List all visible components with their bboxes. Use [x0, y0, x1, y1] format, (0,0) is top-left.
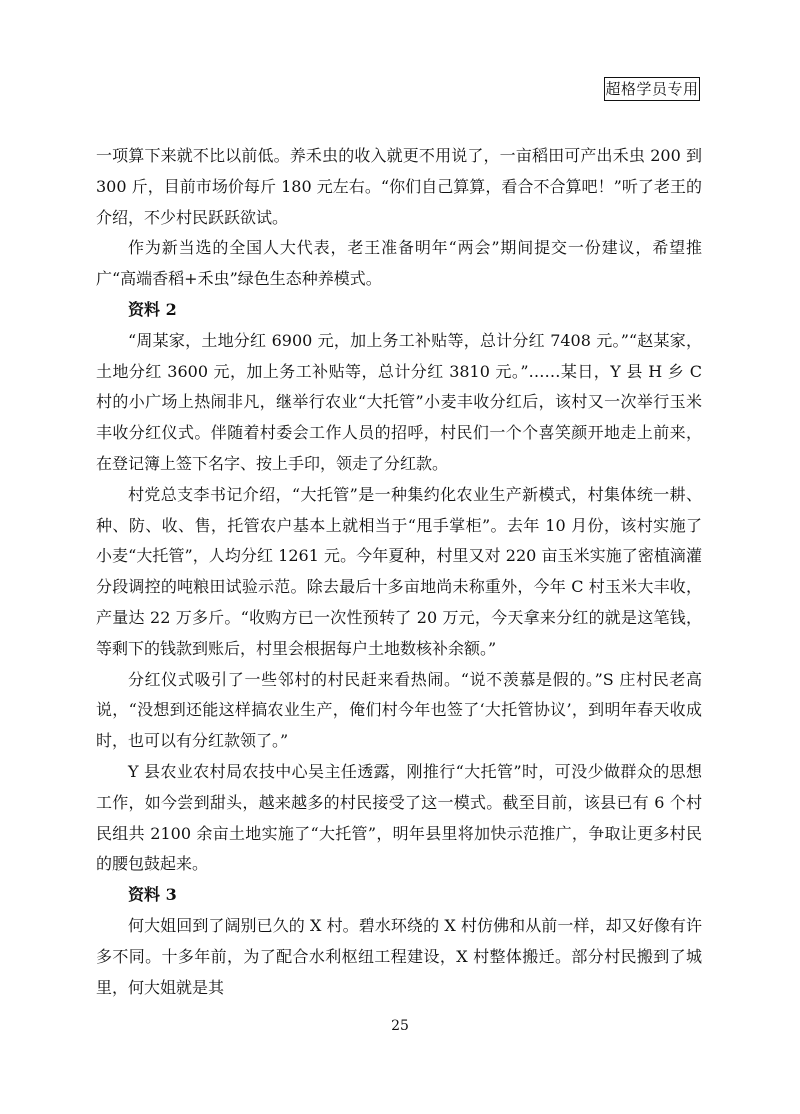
student-only-badge: 超格学员专用 — [604, 77, 700, 101]
paragraph-continuation: 一项算下来就不比以前低。养禾虫的收入就更不用说了，一亩稻田可产出禾虫 200 到 300 斤，目前市场价每斤 180 元左右。“你们自己算算，看合不合算吧！”听了老王的介绍，不少村民跃跃欲试。 — [96, 146, 702, 227]
paragraph: 作为新当选的全国人大代表，老王准备明年“两会”期间提交一份建议，希望推广“高端香稻+禾虫”绿色生态种养模式。 — [96, 238, 702, 289]
page-number: 25 — [391, 1018, 409, 1034]
paragraph: 何大姐回到了阔别已久的 X 村。碧水环绕的 X 村仿佛和从前一样，却又好像有许多不同。十多年前，为了配合水利枢纽工程建设，X 村整体搬迁。部分村民搬到了城里，何大姐就是其 — [96, 915, 702, 997]
document-body — [96, 141, 702, 1003]
paragraph: 分红仪式吸引了一些邻村的村民赶来看热闹。“说不羡慕是假的。”S 庄村民老高说，“没想到还能这样搞农业生产，俺们村今年也签了‘大托管协议’，到明年春天收成时，也可以有分红款领了。” — [96, 669, 702, 751]
paragraph: Y 县农业农村局农技中心吴主任透露，刚推行“大托管”时，可没少做群众的思想工作，如今尝到甜头，越来越多的村民接受了这一模式。截至目前，该县已有 6 个村民组共 2100 余亩土地实施了“大托管”，明年县里将加快示范推广，争取让更多村民的腰包鼓起来。 — [96, 761, 702, 874]
section-heading-material-2: 资料 2 — [128, 299, 177, 319]
paragraph: “周某家，土地分红 6900 元，加上务工补贴等，总计分红 7408 元。”“赵某家，土地分红 3600 元，加上务工补贴等，总计分红 3810 元。”……某日，Y 县 H 乡 C 村的小广场上热闹非凡，继举行农业“大托管”小麦丰收分红后，该村又一次举行玉米丰收分红仪式。伴随着村委会工作人员的招呼，村民们一个个喜笑颜开地走上前来，在登记簿上签下名字、按上手印，领走了分红款。 — [96, 330, 702, 473]
section-heading-material-3: 资料 3 — [128, 885, 177, 905]
paragraph: 村党总支李书记介绍，“大托管”是一种集约化农业生产新模式，村集体统一耕、种、防、收、售，托管农户基本上就相当于“甩手掌柜”。去年 10 月份，该村实施了小麦“大托管”，人均分红 1261 元。今年夏种，村里又对 220 亩玉米实施了密植滴灌分段调控的吨粮田试验示范。除去最后十多亩地尚未称重外，今年 C 村玉米大丰收，产量达 22 万多斤。“收购方已一次性预转了 20 万元，今天拿来分红的就是这笔钱，等剩下的钱款到账后，村里会根据每户土地数核补余额。” — [96, 484, 702, 658]
